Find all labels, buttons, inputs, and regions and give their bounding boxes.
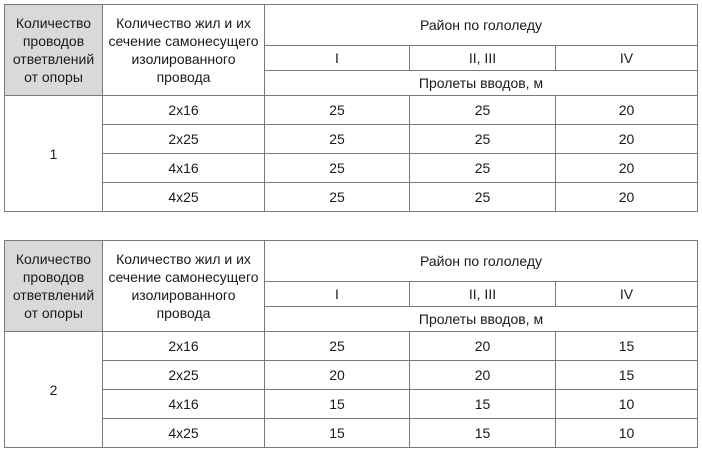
- branch-count-cell: 1: [5, 96, 103, 212]
- wire-cell: 4х16: [103, 390, 265, 419]
- table-row: [5, 332, 698, 361]
- wire-cell: 4х25: [103, 183, 265, 212]
- table-row: [5, 154, 698, 183]
- span-table-2: [4, 240, 698, 448]
- header-ice-region: Район по гололеду: [265, 5, 698, 46]
- span-cell: 25: [265, 183, 410, 212]
- span-cell: 25: [410, 96, 556, 125]
- span-cell: 20: [410, 361, 556, 390]
- span-cell: 10: [556, 419, 698, 448]
- span-cell: 25: [265, 125, 410, 154]
- span-cell: 20: [556, 154, 698, 183]
- header-wires: Количество жил и их сечение самонесущего изолированного провода: [103, 241, 265, 332]
- span-table-1: [4, 4, 698, 212]
- header-region-1: I: [265, 46, 410, 71]
- header-ice-region: Район по гололеду: [265, 241, 698, 282]
- span-cell: 25: [265, 96, 410, 125]
- table-row: [5, 390, 698, 419]
- span-cell: 20: [556, 96, 698, 125]
- span-cell: 25: [265, 154, 410, 183]
- header-region-2: II, III: [410, 46, 556, 71]
- span-cell: 15: [265, 419, 410, 448]
- wire-cell: 4х25: [103, 419, 265, 448]
- span-cell: 25: [410, 154, 556, 183]
- span-cell: 20: [556, 125, 698, 154]
- header-branches: Количество проводов ответвлений от опоры: [5, 241, 103, 332]
- header-region-3: IV: [556, 282, 698, 307]
- wire-cell: 2х25: [103, 361, 265, 390]
- wire-cell: 4х16: [103, 154, 265, 183]
- table-row: [5, 183, 698, 212]
- header-wires: Количество жил и их сечение самонесущего изолированного провода: [103, 5, 265, 96]
- header-spans: Пролеты вводов, м: [265, 71, 698, 96]
- span-cell: 15: [410, 390, 556, 419]
- span-cell: 25: [410, 125, 556, 154]
- span-cell: 10: [556, 390, 698, 419]
- wire-cell: 2х16: [103, 332, 265, 361]
- header-spans: Пролеты вводов, м: [265, 307, 698, 332]
- header-branches: Количество проводов ответвлений от опоры: [5, 5, 103, 96]
- header-region-1: I: [265, 282, 410, 307]
- span-cell: 20: [410, 332, 556, 361]
- span-cell: 15: [556, 361, 698, 390]
- span-cell: 20: [556, 183, 698, 212]
- table-row: [5, 125, 698, 154]
- header-region-3: IV: [556, 46, 698, 71]
- branch-count-cell: 2: [5, 332, 103, 448]
- span-cell: 15: [410, 419, 556, 448]
- span-cell: 15: [556, 332, 698, 361]
- span-cell: 20: [265, 361, 410, 390]
- table-row: [5, 419, 698, 448]
- wire-cell: 2х16: [103, 96, 265, 125]
- table-row: [5, 96, 698, 125]
- span-cell: 15: [265, 390, 410, 419]
- span-cell: 25: [265, 332, 410, 361]
- table-row: [5, 361, 698, 390]
- header-region-2: II, III: [410, 282, 556, 307]
- span-cell: 25: [410, 183, 556, 212]
- wire-cell: 2х25: [103, 125, 265, 154]
